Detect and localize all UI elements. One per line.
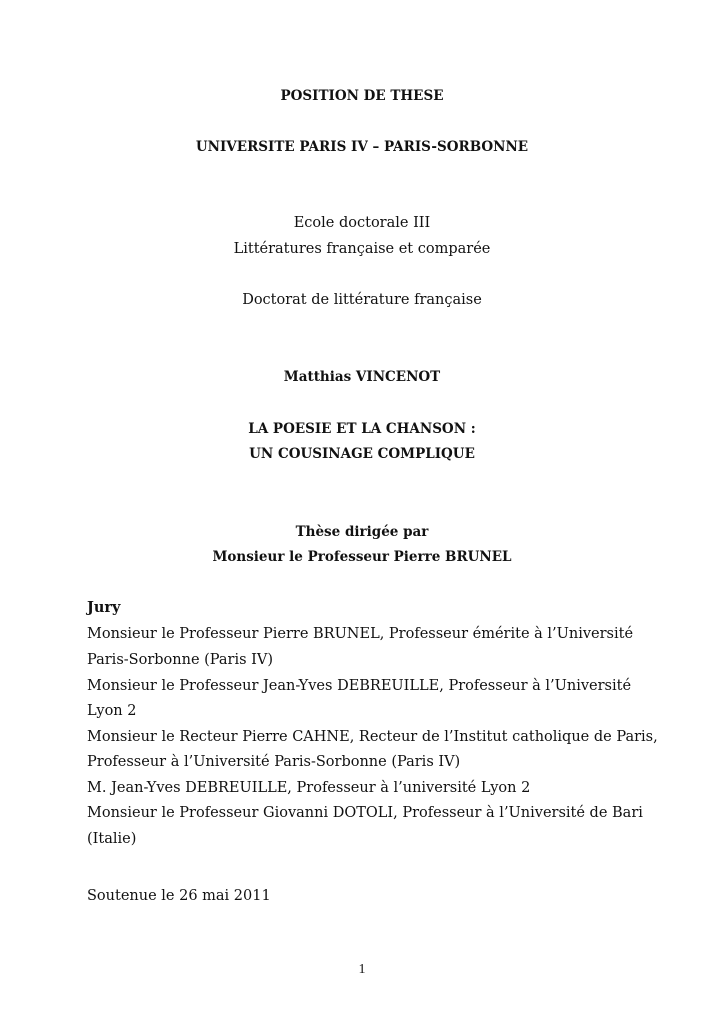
jury-line: Monsieur le Recteur Pierre CAHNE, Recteur de l’Institut catholique de Paris, bbox=[87, 729, 658, 745]
jury-line: Lyon 2 bbox=[87, 703, 137, 719]
page-number: 1 bbox=[358, 962, 366, 977]
jury-line: (Italie) bbox=[87, 831, 137, 847]
university-name: UNIVERSITE PARIS IV – PARIS-SORBONNE bbox=[195, 139, 529, 155]
doctoral-school: Ecole doctorale III bbox=[293, 215, 431, 231]
jury-line: Paris-Sorbonne (Paris IV) bbox=[87, 652, 274, 668]
author-name: Matthias VINCENOT bbox=[283, 369, 441, 385]
jury-line: Monsieur le Professeur Pierre BRUNEL, Professeur émérite à l’Université bbox=[87, 626, 634, 642]
jury-heading: Jury bbox=[87, 599, 121, 616]
document-title: POSITION DE THESE bbox=[280, 88, 444, 104]
jury-line: Monsieur le Professeur Jean-Yves DEBREUILLE, Professeur à l’Université bbox=[87, 678, 632, 694]
thesis-director: Monsieur le Professeur Pierre BRUNEL bbox=[212, 549, 512, 565]
jury-line: M. Jean-Yves DEBREUILLE, Professeur à l’université Lyon 2 bbox=[87, 780, 531, 796]
defense-date: Soutenue le 26 mai 2011 bbox=[87, 888, 271, 904]
direction-line-1: Thèse dirigée par bbox=[295, 524, 429, 540]
doctorate-name: Doctorat de littérature française bbox=[242, 292, 482, 308]
thesis-title-line-1: LA POESIE ET LA CHANSON : bbox=[248, 421, 476, 437]
jury-line: Monsieur le Professeur Giovanni DOTOLI, Professeur à l’Université de Bari bbox=[87, 805, 643, 821]
thesis-title-line-2: UN COUSINAGE COMPLIQUE bbox=[249, 446, 475, 462]
jury-line: Professeur à l’Université Paris-Sorbonne (Paris IV) bbox=[87, 754, 461, 770]
doctoral-school-field: Littératures française et comparée bbox=[233, 241, 491, 257]
